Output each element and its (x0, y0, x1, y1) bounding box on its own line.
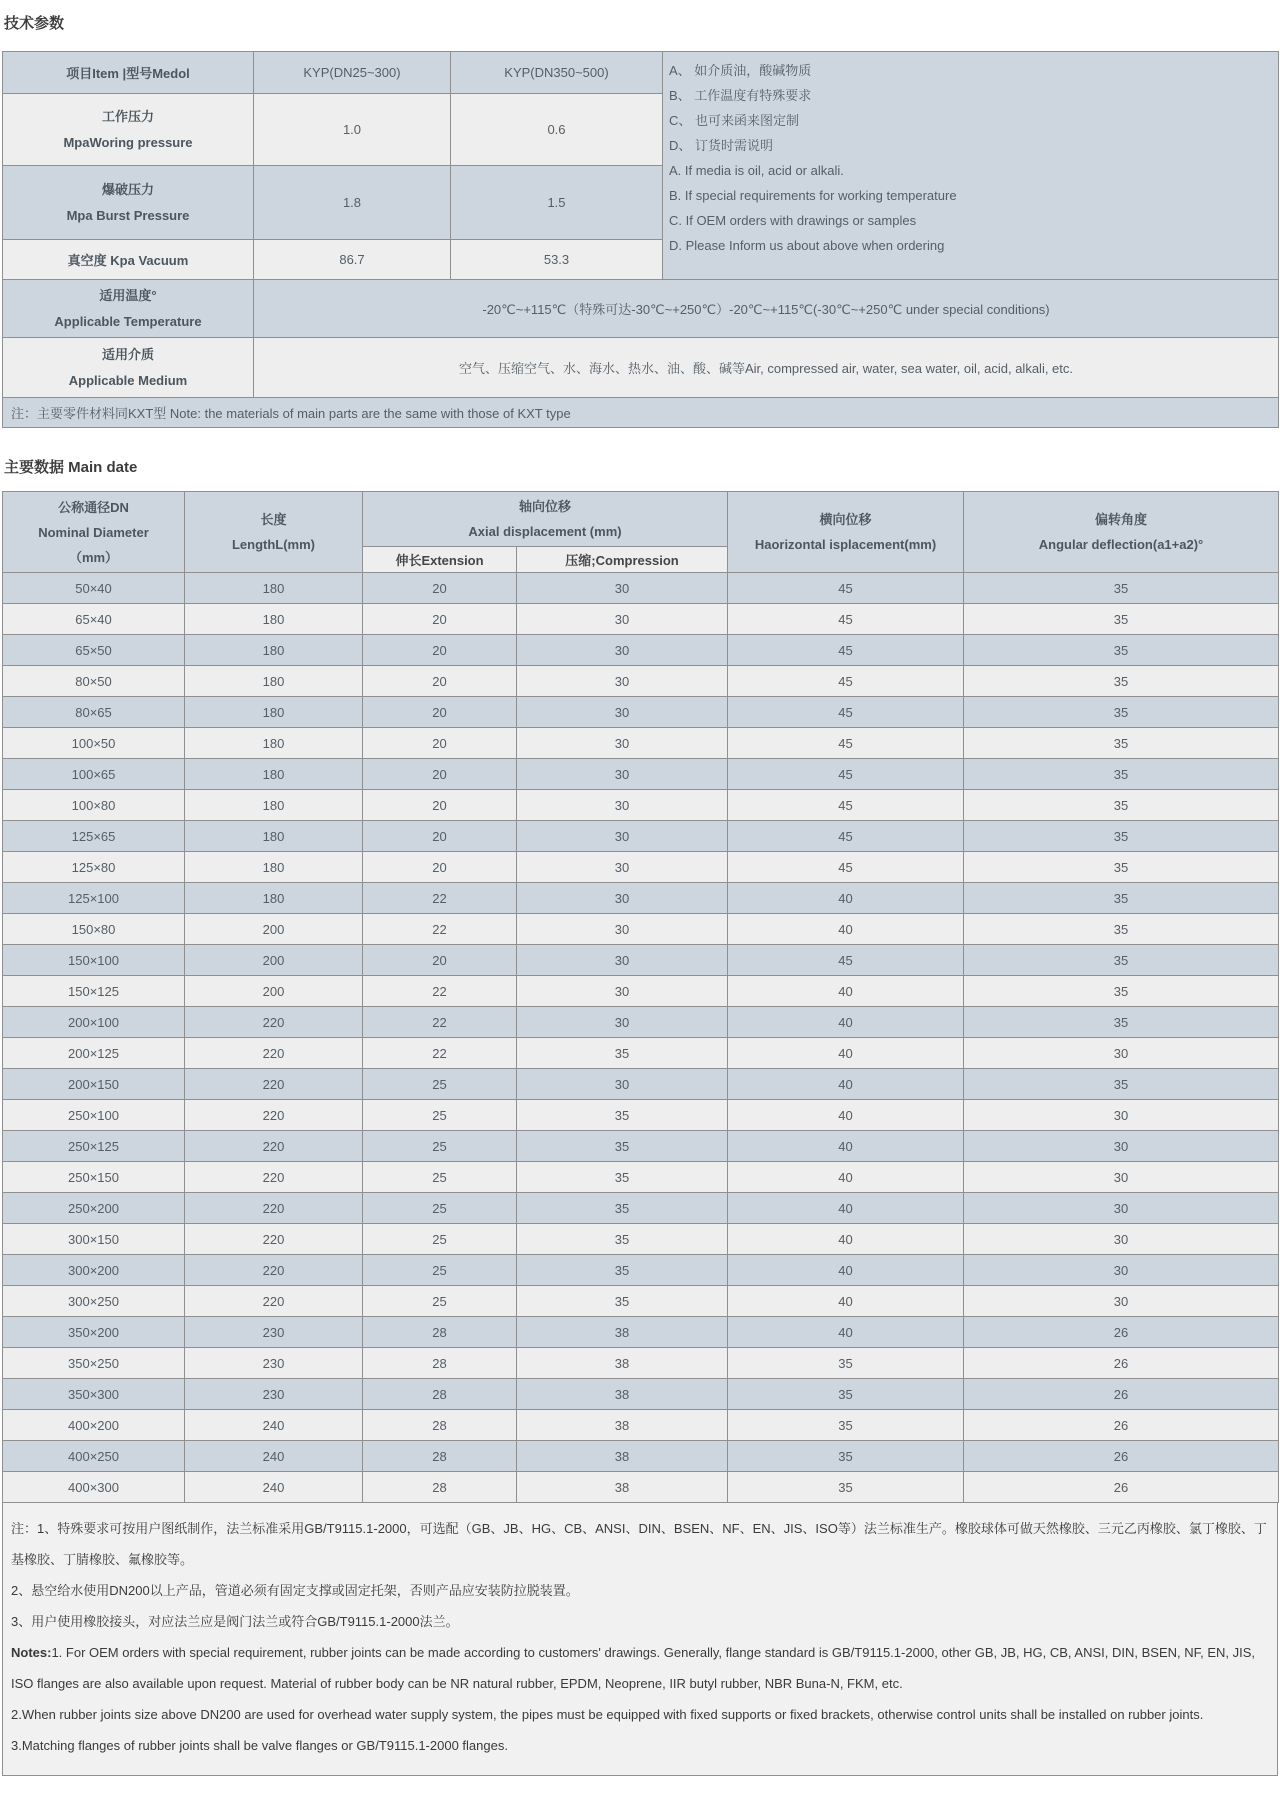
temperature-label-en: Applicable Temperature (54, 313, 202, 329)
horizontal-cell: 45 (728, 604, 964, 635)
main-data-table (2, 491, 1279, 1503)
dn-cell: 300×200 (3, 1255, 185, 1286)
dn-cell: 400×250 (3, 1441, 185, 1472)
burst-pressure-small: 1.8 (254, 166, 451, 240)
burst-pressure-label-zh: 爆破压力 (101, 181, 154, 197)
length-cell: 220 (185, 1100, 363, 1131)
header-length-zh: 长度 (260, 512, 287, 527)
table-row (3, 1286, 1279, 1317)
medium-label (3, 338, 254, 398)
tech-header-item: 项目Item |型号Medol (3, 52, 254, 94)
compression-cell: 30 (517, 976, 728, 1007)
vacuum-small: 86.7 (254, 240, 451, 280)
angular-cell: 30 (964, 1193, 1279, 1224)
side-note-line: A. If media is oil, acid or alkali. (669, 163, 844, 178)
dn-cell: 200×150 (3, 1069, 185, 1100)
length-cell: 240 (185, 1441, 363, 1472)
side-note-line: D、 订货时需说明 (669, 138, 774, 153)
notes-label: Notes: (11, 1645, 52, 1660)
angular-cell: 35 (964, 1007, 1279, 1038)
angular-cell: 30 (964, 1162, 1279, 1193)
header-axial-zh: 轴向位移 (518, 499, 571, 514)
compression-cell: 30 (517, 635, 728, 666)
angular-cell: 35 (964, 1069, 1279, 1100)
header-horizontal-zh: 横向位移 (819, 512, 872, 527)
compression-cell: 35 (517, 1162, 728, 1193)
angular-cell: 30 (964, 1038, 1279, 1069)
extension-cell: 28 (363, 1410, 517, 1441)
side-note-line: C、 也可来函来图定制 (669, 113, 800, 128)
dn-cell: 100×80 (3, 790, 185, 821)
angular-cell: 35 (964, 759, 1279, 790)
angular-cell: 35 (964, 883, 1279, 914)
length-cell: 240 (185, 1472, 363, 1503)
horizontal-cell: 45 (728, 697, 964, 728)
angular-cell: 35 (964, 697, 1279, 728)
tech-params-title: 技术参数 (4, 15, 65, 32)
dn-cell: 350×250 (3, 1348, 185, 1379)
horizontal-cell: 40 (728, 1038, 964, 1069)
dn-cell: 50×40 (3, 573, 185, 604)
compression-cell: 30 (517, 728, 728, 759)
medium-label-zh: 适用介质 (101, 346, 154, 362)
table-row (3, 945, 1279, 976)
dn-cell: 200×100 (3, 1007, 185, 1038)
table-row (3, 604, 1279, 635)
horizontal-cell: 40 (728, 1131, 964, 1162)
horizontal-cell: 45 (728, 635, 964, 666)
bottom-notes (2, 1503, 1278, 1776)
extension-cell: 28 (363, 1317, 517, 1348)
header-angular-zh: 偏转角度 (1094, 512, 1147, 527)
extension-cell: 28 (363, 1379, 517, 1410)
compression-cell: 38 (517, 1348, 728, 1379)
length-cell: 180 (185, 883, 363, 914)
length-cell: 180 (185, 852, 363, 883)
angular-cell: 30 (964, 1286, 1279, 1317)
table-row (3, 914, 1279, 945)
main-header-row (3, 492, 1279, 547)
length-cell: 230 (185, 1379, 363, 1410)
header-horizontal-displacement (728, 492, 964, 573)
working-pressure-label-zh: 工作压力 (101, 108, 154, 124)
table-row (3, 635, 1279, 666)
horizontal-cell: 45 (728, 573, 964, 604)
tech-note-text: 注：主要零件材料同KXT型 Note: the materials of main parts are the same with those of KXT type (3, 398, 1279, 428)
angular-cell: 26 (964, 1472, 1279, 1503)
extension-cell: 22 (363, 1007, 517, 1038)
medium-value: 空气、压缩空气、水、海水、热水、油、酸、碱等Air, compressed air, water, sea water, oil, acid, alkali, etc. (254, 338, 1279, 398)
angular-cell: 30 (964, 1100, 1279, 1131)
horizontal-cell: 35 (728, 1472, 964, 1503)
horizontal-cell: 40 (728, 883, 964, 914)
compression-cell: 38 (517, 1379, 728, 1410)
table-row (3, 1069, 1279, 1100)
table-row (3, 852, 1279, 883)
compression-cell: 30 (517, 790, 728, 821)
table-row (3, 1410, 1279, 1441)
compression-cell: 35 (517, 1038, 728, 1069)
header-dn-unit: （mm） (68, 549, 119, 565)
medium-label-en: Applicable Medium (68, 372, 188, 388)
compression-cell: 30 (517, 666, 728, 697)
compression-cell: 38 (517, 1317, 728, 1348)
dn-cell: 125×100 (3, 883, 185, 914)
note-line-en: Notes:1. For OEM orders with special requirement, rubber joints can be made according to customers' drawings. Generally, flange standard is GB/T9115.1-2000, other GB, JB, HG, CB, ANSI, DIN, BSEN, NF, EN, JIS, ISO flanges are also available upon request. Material of rubber body can be NR natural rubber, EPDM, Neoprene, IIR butyl rubber, NBR Buna-N, FKM, etc. (11, 1645, 1256, 1691)
angular-cell: 35 (964, 790, 1279, 821)
compression-cell: 30 (517, 914, 728, 945)
length-cell: 220 (185, 1224, 363, 1255)
length-cell: 230 (185, 1348, 363, 1379)
angular-cell: 35 (964, 821, 1279, 852)
dn-cell: 400×300 (3, 1472, 185, 1503)
header-angular-en: Angular deflection(a1+a2)° (1038, 537, 1204, 552)
length-cell: 180 (185, 759, 363, 790)
extension-cell: 22 (363, 1038, 517, 1069)
compression-cell: 30 (517, 1007, 728, 1038)
length-cell: 180 (185, 604, 363, 635)
table-row (3, 697, 1279, 728)
dn-cell: 65×50 (3, 635, 185, 666)
angular-cell: 26 (964, 1410, 1279, 1441)
vacuum-large: 53.3 (451, 240, 663, 280)
extension-cell: 20 (363, 697, 517, 728)
angular-cell: 35 (964, 666, 1279, 697)
dn-cell: 100×65 (3, 759, 185, 790)
note-line-zh: 注：1、特殊要求可按用户图纸制作，法兰标准采用GB/T9115.1-2000，可选配（GB、JB、HG、CB、ANSI、DIN、BSEN、NF、EN、JIS、ISO等）法兰标准生产。橡胶球体可做天然橡胶、三元乙丙橡胶、氯丁橡胶、丁基橡胶、丁腈橡胶、氟橡胶等。 (11, 1521, 1267, 1567)
working-pressure-label (3, 94, 254, 166)
compression-cell: 35 (517, 1100, 728, 1131)
horizontal-cell: 45 (728, 666, 964, 697)
extension-cell: 20 (363, 790, 517, 821)
angular-cell: 26 (964, 1317, 1279, 1348)
table-row (3, 821, 1279, 852)
extension-cell: 20 (363, 604, 517, 635)
table-row (3, 1379, 1279, 1410)
dn-cell: 400×200 (3, 1410, 185, 1441)
note-line-zh: 2、悬空给水使用DN200以上产品，管道必须有固定支撑或固定托架，否则产品应安装防拉脱装置。 (11, 1583, 579, 1598)
compression-cell: 30 (517, 573, 728, 604)
horizontal-cell: 45 (728, 790, 964, 821)
temperature-row (3, 280, 1279, 338)
tech-header-row (3, 52, 1279, 94)
compression-cell: 30 (517, 821, 728, 852)
extension-cell: 25 (363, 1255, 517, 1286)
horizontal-cell: 45 (728, 759, 964, 790)
length-cell: 220 (185, 1286, 363, 1317)
compression-cell: 38 (517, 1441, 728, 1472)
dn-cell: 300×150 (3, 1224, 185, 1255)
length-cell: 220 (185, 1069, 363, 1100)
extension-cell: 20 (363, 852, 517, 883)
dn-cell: 150×80 (3, 914, 185, 945)
burst-pressure-label-en: Mpa Burst Pressure (66, 207, 190, 223)
header-nominal-diameter (3, 492, 185, 573)
table-row (3, 1100, 1279, 1131)
note-line-en: 3.Matching flanges of rubber joints shall be valve flanges or GB/T9115.1-2000 flanges. (11, 1738, 508, 1753)
header-angular-deflection (964, 492, 1279, 573)
length-cell: 240 (185, 1410, 363, 1441)
header-dn-zh: 公称通径DN (58, 499, 129, 515)
horizontal-cell: 35 (728, 1348, 964, 1379)
horizontal-cell: 45 (728, 728, 964, 759)
dn-cell: 65×40 (3, 604, 185, 635)
dn-cell: 250×150 (3, 1162, 185, 1193)
horizontal-cell: 40 (728, 976, 964, 1007)
vacuum-label: 真空度 Kpa Vacuum (3, 240, 254, 280)
burst-pressure-large: 1.5 (451, 166, 663, 240)
temperature-label (3, 280, 254, 338)
length-cell: 220 (185, 1007, 363, 1038)
extension-cell: 28 (363, 1348, 517, 1379)
horizontal-cell: 35 (728, 1379, 964, 1410)
horizontal-cell: 35 (728, 1410, 964, 1441)
header-length (185, 492, 363, 573)
length-cell: 220 (185, 1038, 363, 1069)
compression-cell: 30 (517, 852, 728, 883)
length-cell: 180 (185, 790, 363, 821)
horizontal-cell: 40 (728, 1224, 964, 1255)
extension-cell: 22 (363, 883, 517, 914)
table-row (3, 1038, 1279, 1069)
table-row (3, 1131, 1279, 1162)
horizontal-cell: 40 (728, 1193, 964, 1224)
working-pressure-label-en: MpaWoring pressure (63, 134, 193, 150)
compression-cell: 30 (517, 759, 728, 790)
horizontal-cell: 40 (728, 1162, 964, 1193)
horizontal-cell: 40 (728, 1069, 964, 1100)
side-note-line: C. If OEM orders with drawings or samples (669, 213, 917, 228)
length-cell: 230 (185, 1317, 363, 1348)
extension-cell: 25 (363, 1069, 517, 1100)
table-row (3, 1224, 1279, 1255)
dn-cell: 80×50 (3, 666, 185, 697)
extension-cell: 28 (363, 1441, 517, 1472)
angular-cell: 35 (964, 914, 1279, 945)
compression-cell: 38 (517, 1410, 728, 1441)
table-row (3, 1317, 1279, 1348)
length-cell: 180 (185, 728, 363, 759)
extension-cell: 20 (363, 759, 517, 790)
table-row (3, 666, 1279, 697)
length-cell: 220 (185, 1193, 363, 1224)
table-row (3, 1348, 1279, 1379)
compression-cell: 35 (517, 1224, 728, 1255)
tech-note-row (3, 398, 1279, 428)
angular-cell: 35 (964, 852, 1279, 883)
header-dn-en: Nominal Diameter (38, 524, 149, 540)
extension-cell: 22 (363, 976, 517, 1007)
angular-cell: 26 (964, 1379, 1279, 1410)
note-line-zh: 3、用户使用橡胶接头，对应法兰应是阀门法兰或符合GB/T9115.1-2000法兰。 (11, 1614, 459, 1629)
dn-cell: 350×300 (3, 1379, 185, 1410)
note-line-en: 2.When rubber joints size above DN200 are used for overhead water supply system, the pipes must be equipped with fixed supports or fixed brackets, otherwise control units shall be installed on rubber joints. (11, 1707, 1204, 1722)
table-row (3, 1472, 1279, 1503)
length-cell: 220 (185, 1131, 363, 1162)
compression-cell: 35 (517, 1131, 728, 1162)
table-row (3, 728, 1279, 759)
bottom-notes-en (11, 1637, 1269, 1761)
compression-cell: 30 (517, 1069, 728, 1100)
horizontal-cell: 40 (728, 1286, 964, 1317)
length-cell: 200 (185, 914, 363, 945)
extension-cell: 20 (363, 945, 517, 976)
table-row (3, 883, 1279, 914)
length-cell: 200 (185, 945, 363, 976)
header-horizontal-en: Haorizontal isplacement(mm) (754, 537, 937, 552)
medium-row (3, 338, 1279, 398)
length-cell: 180 (185, 635, 363, 666)
angular-cell: 26 (964, 1348, 1279, 1379)
horizontal-cell: 40 (728, 1007, 964, 1038)
table-row (3, 1162, 1279, 1193)
dn-cell: 250×200 (3, 1193, 185, 1224)
working-pressure-large: 0.6 (451, 94, 663, 166)
extension-cell: 25 (363, 1162, 517, 1193)
dn-cell: 150×100 (3, 945, 185, 976)
length-cell: 220 (185, 1255, 363, 1286)
compression-cell: 30 (517, 604, 728, 635)
angular-cell: 35 (964, 635, 1279, 666)
extension-cell: 25 (363, 1193, 517, 1224)
table-row (3, 759, 1279, 790)
angular-cell: 35 (964, 976, 1279, 1007)
horizontal-cell: 40 (728, 914, 964, 945)
extension-cell: 20 (363, 728, 517, 759)
burst-pressure-label (3, 166, 254, 240)
extension-cell: 28 (363, 1472, 517, 1503)
dn-cell: 250×125 (3, 1131, 185, 1162)
length-cell: 220 (185, 1162, 363, 1193)
length-cell: 180 (185, 821, 363, 852)
horizontal-cell: 40 (728, 1100, 964, 1131)
dn-cell: 350×200 (3, 1317, 185, 1348)
angular-cell: 26 (964, 1441, 1279, 1472)
tech-side-notes-cell (663, 52, 1279, 280)
table-row (3, 1193, 1279, 1224)
table-row (3, 1007, 1279, 1038)
extension-cell: 20 (363, 821, 517, 852)
compression-cell: 35 (517, 1255, 728, 1286)
table-row (3, 1441, 1279, 1472)
compression-cell: 30 (517, 945, 728, 976)
side-note-line: B、 工作温度有特殊要求 (669, 88, 812, 103)
dn-cell: 125×80 (3, 852, 185, 883)
horizontal-cell: 40 (728, 1317, 964, 1348)
angular-cell: 30 (964, 1131, 1279, 1162)
compression-cell: 30 (517, 883, 728, 914)
extension-cell: 22 (363, 914, 517, 945)
dn-cell: 200×125 (3, 1038, 185, 1069)
length-cell: 180 (185, 697, 363, 728)
table-row (3, 573, 1279, 604)
side-note-line: B. If special requirements for working temperature (669, 188, 957, 203)
header-compression: 压缩;Compression (517, 547, 728, 573)
tech-params-table (2, 51, 1279, 428)
main-data-title: 主要数据 Main date (4, 459, 138, 476)
angular-cell: 35 (964, 604, 1279, 635)
table-row (3, 790, 1279, 821)
extension-cell: 25 (363, 1286, 517, 1317)
header-axial-displacement (363, 492, 728, 547)
header-extension: 伸长Extension (363, 547, 517, 573)
extension-cell: 25 (363, 1131, 517, 1162)
dn-cell: 150×125 (3, 976, 185, 1007)
tech-header-kyp-small: KYP(DN25~300) (254, 52, 451, 94)
compression-cell: 35 (517, 1286, 728, 1317)
horizontal-cell: 45 (728, 945, 964, 976)
dn-cell: 125×65 (3, 821, 185, 852)
side-note-line: A、 如介质油，酸碱物质 (669, 63, 812, 78)
table-row (3, 1255, 1279, 1286)
dn-cell: 250×100 (3, 1100, 185, 1131)
main-table-body (3, 573, 1279, 1503)
side-note-line: D. Please Inform us about above when ordering (669, 238, 945, 253)
extension-cell: 20 (363, 635, 517, 666)
extension-cell: 25 (363, 1100, 517, 1131)
horizontal-cell: 40 (728, 1255, 964, 1286)
temperature-value: -20℃~+115℃（特殊可达-30℃~+250℃）-20℃~+115℃(-30℃~+250℃ under special conditions) (254, 280, 1279, 338)
angular-cell: 30 (964, 1224, 1279, 1255)
horizontal-cell: 45 (728, 821, 964, 852)
compression-cell: 35 (517, 1193, 728, 1224)
angular-cell: 30 (964, 1255, 1279, 1286)
extension-cell: 20 (363, 666, 517, 697)
horizontal-cell: 45 (728, 852, 964, 883)
temperature-label-zh: 适用温度° (99, 287, 157, 303)
table-row (3, 976, 1279, 1007)
bottom-notes-zh (11, 1513, 1269, 1637)
extension-cell: 25 (363, 1224, 517, 1255)
horizontal-cell: 35 (728, 1441, 964, 1472)
angular-cell: 35 (964, 945, 1279, 976)
length-cell: 180 (185, 666, 363, 697)
header-axial-en: Axial displacement (mm) (468, 524, 622, 539)
length-cell: 180 (185, 573, 363, 604)
header-length-en: LengthL(mm) (231, 537, 316, 552)
compression-cell: 38 (517, 1472, 728, 1503)
length-cell: 200 (185, 976, 363, 1007)
angular-cell: 35 (964, 573, 1279, 604)
dn-cell: 300×250 (3, 1286, 185, 1317)
tech-header-kyp-large: KYP(DN350~500) (451, 52, 663, 94)
working-pressure-small: 1.0 (254, 94, 451, 166)
extension-cell: 20 (363, 573, 517, 604)
dn-cell: 100×50 (3, 728, 185, 759)
dn-cell: 80×65 (3, 697, 185, 728)
angular-cell: 35 (964, 728, 1279, 759)
compression-cell: 30 (517, 697, 728, 728)
